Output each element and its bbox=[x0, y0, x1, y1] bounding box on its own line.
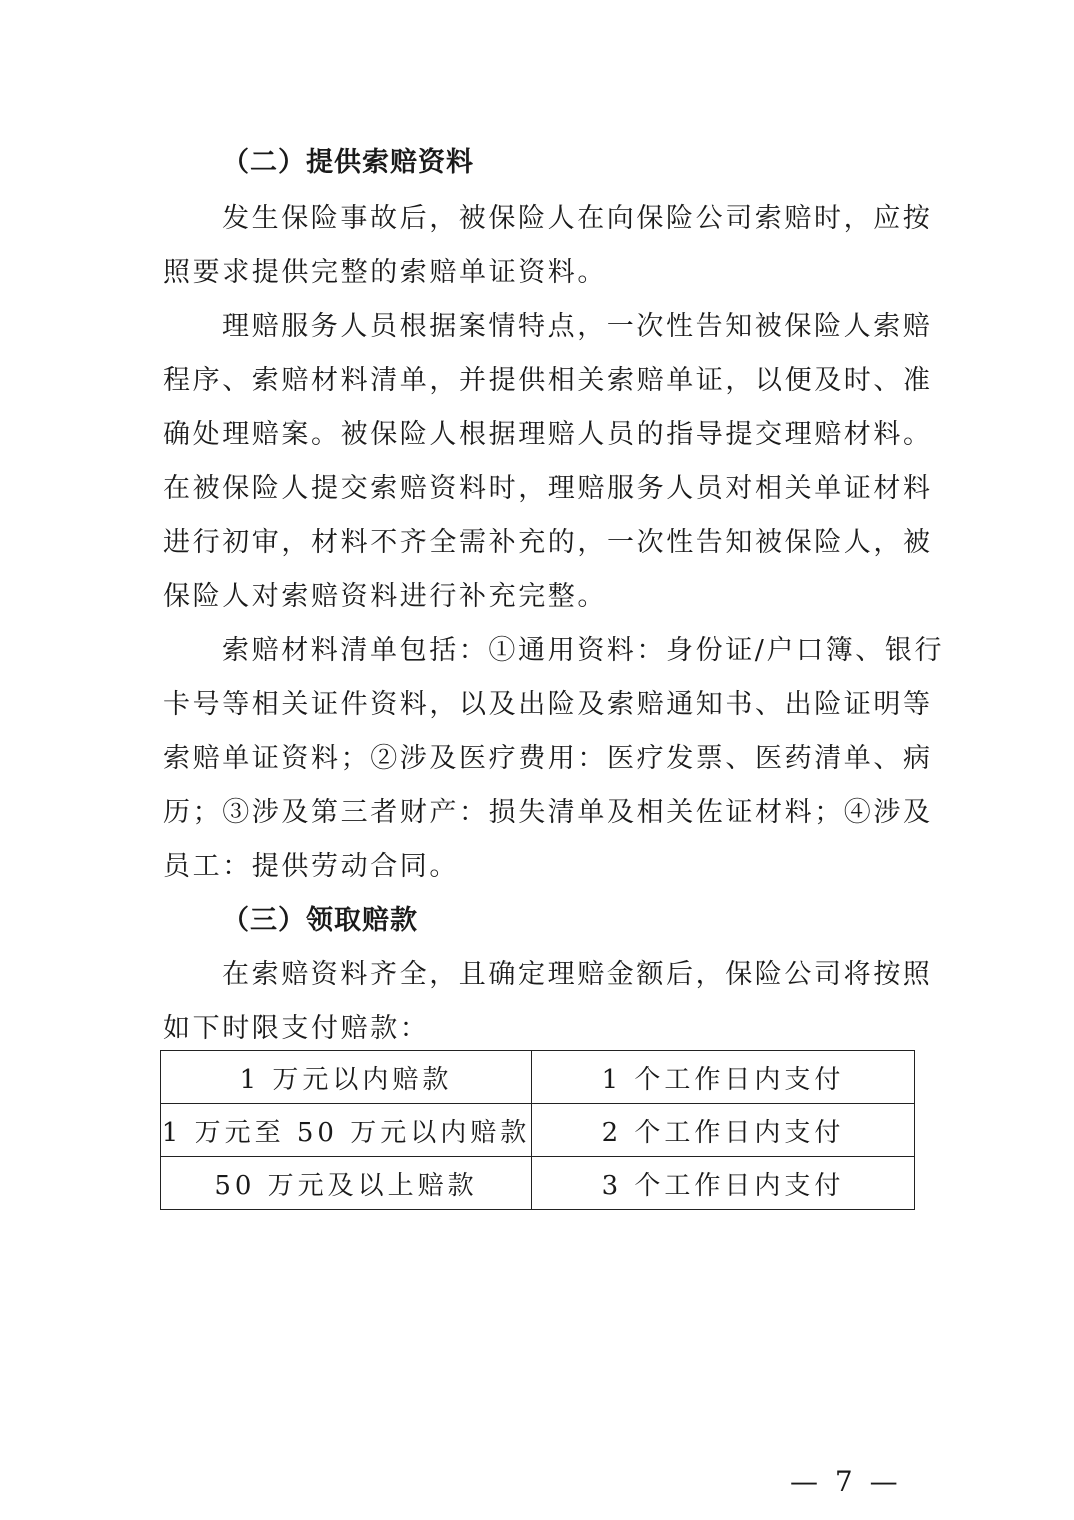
table-row bbox=[161, 1051, 915, 1104]
section-heading-2: （二）提供索赔资料 bbox=[222, 147, 474, 178]
paragraph-line: 索赔材料清单包括：①通用资料：身份证/户口簿、银行 bbox=[222, 635, 945, 666]
paragraph-line: 在索赔资料齐全，且确定理赔金额后，保险公司将按照 bbox=[222, 959, 933, 990]
paragraph-line: 在被保险人提交索赔资料时，理赔服务人员对相关单证材料 bbox=[163, 473, 933, 504]
table-cell-amount: 1 万元至 50 万元以内赔款 bbox=[161, 1104, 532, 1157]
table-row bbox=[161, 1104, 915, 1157]
page-number: — 7 — bbox=[790, 1465, 902, 1498]
section-heading-3: （三）领取赔款 bbox=[222, 905, 418, 936]
paragraph-line: 卡号等相关证件资料，以及出险及索赔通知书、出险证明等 bbox=[163, 689, 933, 720]
paragraph-line: 发生保险事故后，被保险人在向保险公司索赔时，应按 bbox=[222, 203, 933, 234]
table-row bbox=[161, 1157, 915, 1210]
paragraph-line: 如下时限支付赔款： bbox=[163, 1013, 430, 1044]
paragraph-line: 保险人对索赔资料进行补充完整。 bbox=[163, 581, 607, 612]
paragraph-line: 程序、索赔材料清单，并提供相关索赔单证，以便及时、准 bbox=[163, 365, 933, 396]
table-cell-time: 3 个工作日内支付 bbox=[532, 1157, 915, 1210]
paragraph-line: 历；③涉及第三者财产：损失清单及相关佐证材料；④涉及 bbox=[163, 797, 933, 828]
paragraph-line: 员工：提供劳动合同。 bbox=[163, 851, 459, 882]
payout-time-table bbox=[160, 1050, 915, 1210]
paragraph-line: 照要求提供完整的索赔单证资料。 bbox=[163, 257, 607, 288]
table-cell-amount: 50 万元及以上赔款 bbox=[161, 1157, 532, 1210]
table-cell-time: 2 个工作日内支付 bbox=[532, 1104, 915, 1157]
table-cell-amount: 1 万元以内赔款 bbox=[161, 1051, 532, 1104]
paragraph-line: 理赔服务人员根据案情特点，一次性告知被保险人索赔 bbox=[222, 311, 933, 342]
table-cell-time: 1 个工作日内支付 bbox=[532, 1051, 915, 1104]
paragraph-line: 进行初审，材料不齐全需补充的，一次性告知被保险人，被 bbox=[163, 527, 933, 558]
paragraph-line: 索赔单证资料；②涉及医疗费用：医疗发票、医药清单、病 bbox=[163, 743, 933, 774]
paragraph-line: 确处理赔案。被保险人根据理赔人员的指导提交理赔材料。 bbox=[163, 419, 933, 450]
